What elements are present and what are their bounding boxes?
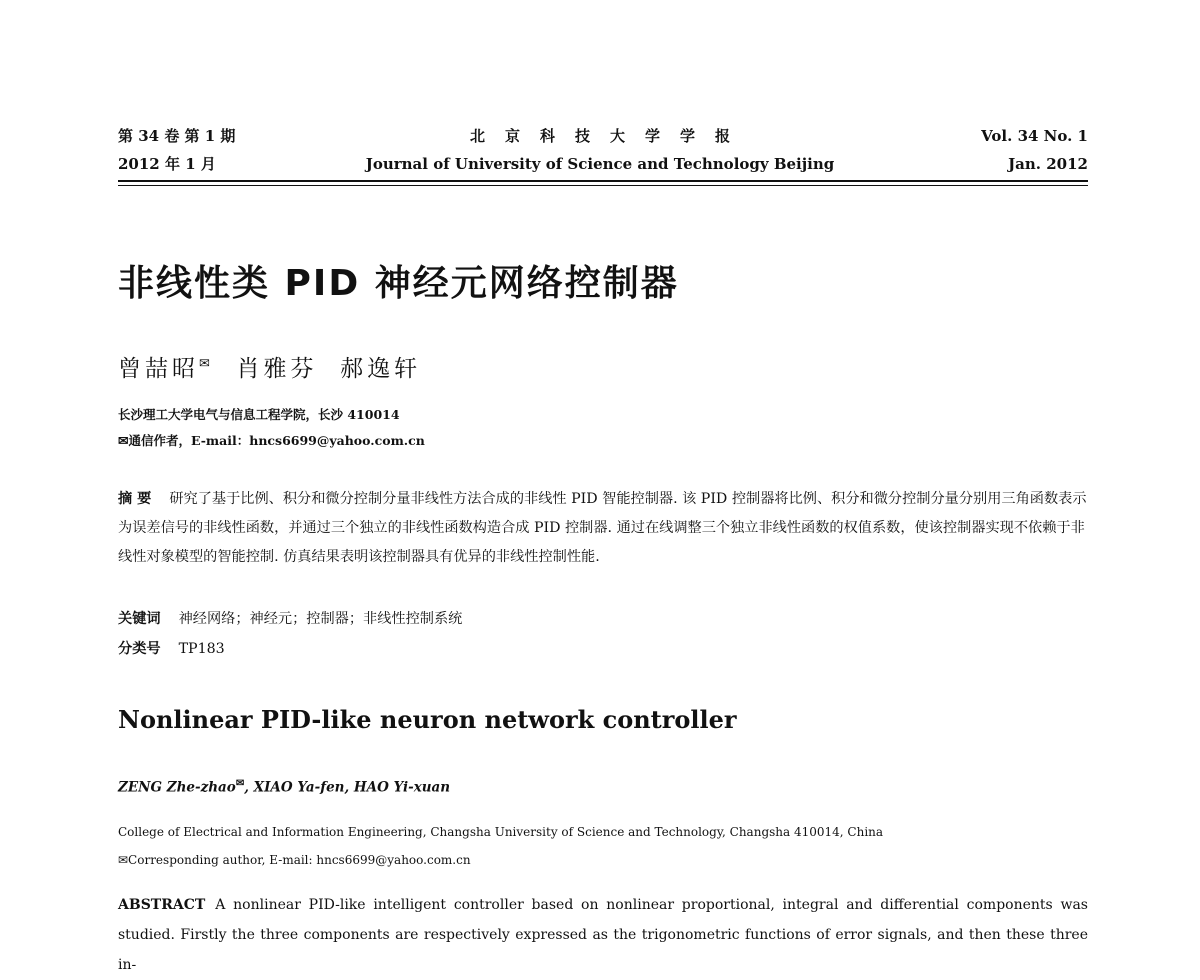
class-number: TP183 [178,641,225,657]
affiliation-text-en: College of Electrical and Information Engineering, Changsha University of Science and Technology, Changsha 410014, China [118,825,884,839]
correspondence-en: ✉Corresponding author, E-mail: hncs6699@yahoo.com.cn [118,853,471,867]
author-first-cn: 曾喆昭 [118,356,199,382]
envelope-icon: ✉ [235,778,245,789]
header-date-en: Jan. 2012 [1008,155,1088,173]
header-date-cn: 2012 年 1 月 [118,155,216,173]
abstract-label-cn: 摘 要 [118,491,152,507]
affiliation-en [118,818,883,874]
affiliation-text-cn: 长沙理工大学电气与信息工程学院，长沙 410014 [118,407,400,422]
abstract-en [118,890,1088,980]
author-rest-cn: 肖雅芬 郝逸轩 [213,356,422,382]
header-journal-name-en: Journal of University of Science and Technology Beijing [365,155,835,173]
keywords-text-cn: 神经网络；神经元；控制器；非线性控制系统 [178,611,463,627]
author-first-en: ZENG Zhe-zhao [118,779,236,796]
classification-cn [118,638,225,658]
abstract-text-cn: 研究了基于比例、积分和微分控制分量非线性方法合成的非线性 PID 智能控制器. 该 PID 控制器将比例、积分和微分控制分量分别用三角函数表示为误差信号的非线性函数，并通过三个独立的非线性函数构造合成 PID 控制器. 通过在线调整三个独立非线性函数的权值系数，使该控制器实现不依赖于非线性对象模型的智能控制. 仿真结果表明该控制器具有优异的非线性控制性能. [118,491,1087,565]
paper-title-en: Nonlinear PID-like neuron network controller [118,705,737,734]
header-volume-en [981,122,1088,178]
authors-cn [118,350,421,383]
correspondence-cn: ✉通信作者，E-mail：hncs6699@yahoo.com.cn [118,433,425,448]
header-rule-thick [118,180,1088,182]
abstract-label-en: ABSTRACT [118,897,206,913]
envelope-icon: ✉ [199,356,214,372]
paper-title-cn: 非线性类 PID 神经元网络控制器 [118,263,679,304]
keywords-cn [118,608,462,628]
affiliation-cn [118,402,425,454]
author-rest-en: , XIAO Ya-fen, HAO Yi-xuan [244,779,451,796]
header-volume-cn: 第 34 卷 第 1 期 [118,127,236,145]
keywords-label-cn: 关键词 [118,611,161,627]
class-label-cn: 分类号 [118,641,161,657]
header-journal-name-cn: 北京科技大学学报 [469,127,750,145]
header-vol-no: Vol. 34 No. 1 [981,127,1088,145]
abstract-text-en: A nonlinear PID-like intelligent controller based on nonlinear proportional, integral and differential components was studied. Firstly the three components are respectively expressed as the trigonometric functions of error signals, and then these three in- [118,897,1088,973]
abstract-cn [118,485,1088,572]
authors-en [118,778,450,796]
header-rule-thin [118,185,1088,186]
